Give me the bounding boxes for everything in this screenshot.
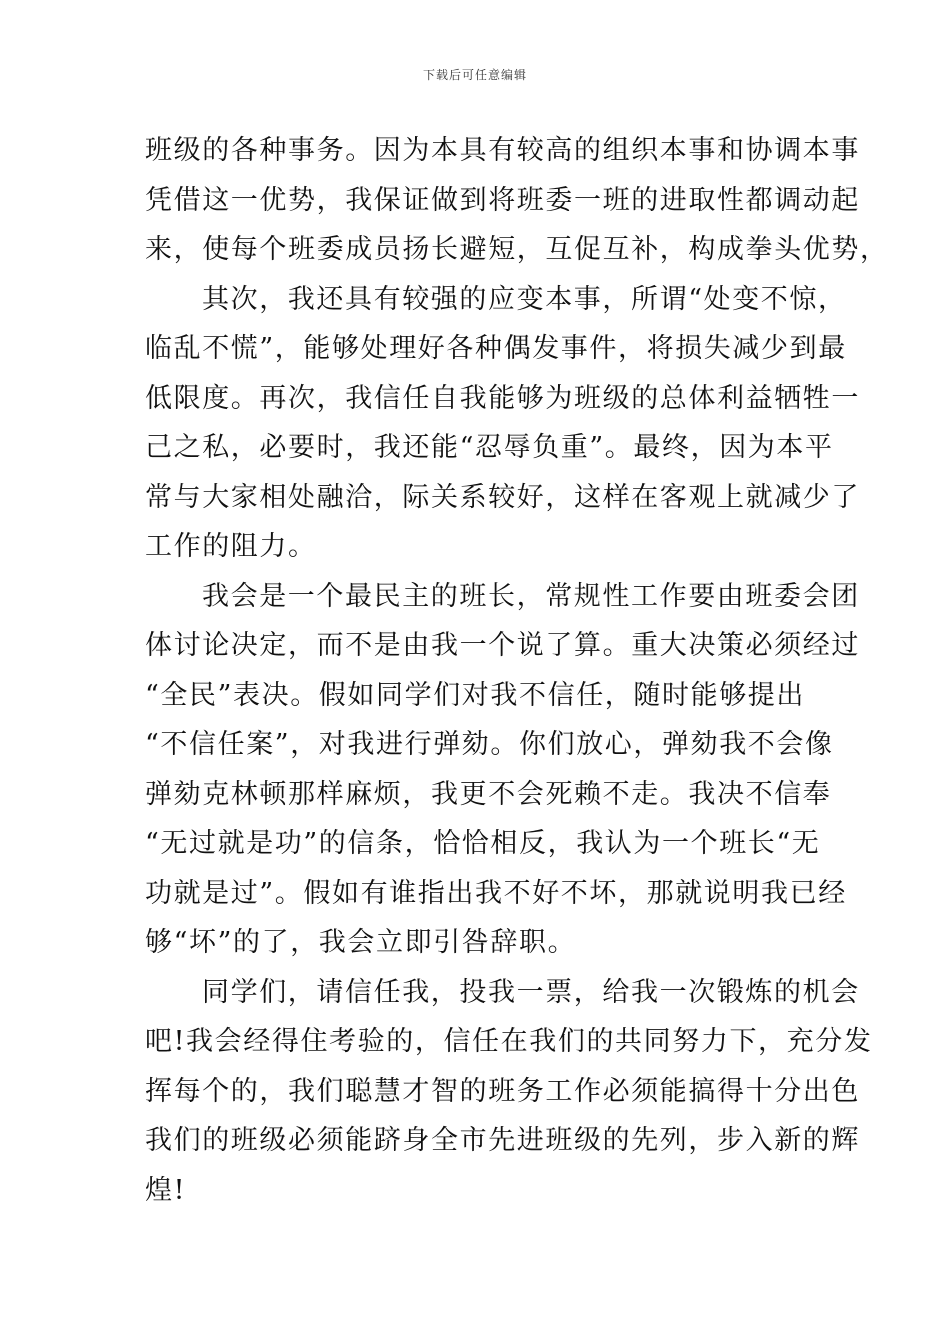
- text-line: “不信任案”，对我进行弹劾。你们放心，弹劾我不会像: [145, 729, 834, 760]
- text-line: “全民”表决。假如同学们对我不信任，随时能够提出: [145, 679, 806, 711]
- page-header: 下载后可任意编辑: [422, 68, 527, 82]
- paragraph-start-line: 其次，我还具有较强的应变本事，所谓“处变不惊，: [202, 283, 847, 315]
- text-line: 班级的各种事务。因为本具有较高的组织本事和协调本事: [145, 135, 860, 166]
- text-line: 凭借这一优势，我保证做到将班委一班的进取性都调动起: [145, 184, 860, 216]
- text-line: 挥每个的，我们聪慧才智的班务工作必须能搞得十分出色: [145, 1075, 860, 1107]
- text-line: 吧!我会经得住考验的，信任在我们的共同努力下，充分发: [145, 1026, 873, 1057]
- text-line: 我们的班级必须能跻身全市先进班级的先列，步入新的辉: [145, 1125, 860, 1156]
- text-line: 常与大家相处融洽，际关系较好，这样在客观上就减少了: [145, 481, 860, 513]
- text-line: 临乱不慌”，能够处理好各种偶发事件，将损失减少到最: [145, 333, 847, 364]
- text-line: 弹劾克林顿那样麻烦，我更不会死赖不走。我决不信奉: [145, 778, 832, 810]
- text-line: 来，使每个班委成员扬长避短，互促互补，构成拳头优势，: [145, 234, 889, 265]
- paragraph-start-line: 我会是一个最民主的班长，常规性工作要由班委会团: [202, 580, 860, 612]
- document-body: [145, 126, 889, 1215]
- text-line: “无过就是功”的信条，恰恰相反，我认为一个班长“无: [145, 828, 821, 859]
- text-line: 体讨论决定，而不是由我一个说了算。重大决策必须经过: [145, 630, 860, 661]
- text-line: 工作的阻力。: [145, 531, 317, 562]
- text-line: 够“坏”的了，我会立即引咎辞职。: [145, 927, 577, 958]
- paragraph-start-line: 同学们，请信任我，投我一票，给我一次锻炼的机会: [202, 976, 860, 1008]
- text-line: 功就是过”。假如有谁指出我不好不坏，那就说明我已经: [145, 877, 847, 909]
- text-line: 己之私，必要时，我还能“忍辱负重”。最终，因为本平: [145, 432, 834, 463]
- text-line: 煌!: [145, 1174, 187, 1206]
- text-line: 低限度。再次，我信任自我能够为班级的总体利益牺牲一: [145, 382, 860, 414]
